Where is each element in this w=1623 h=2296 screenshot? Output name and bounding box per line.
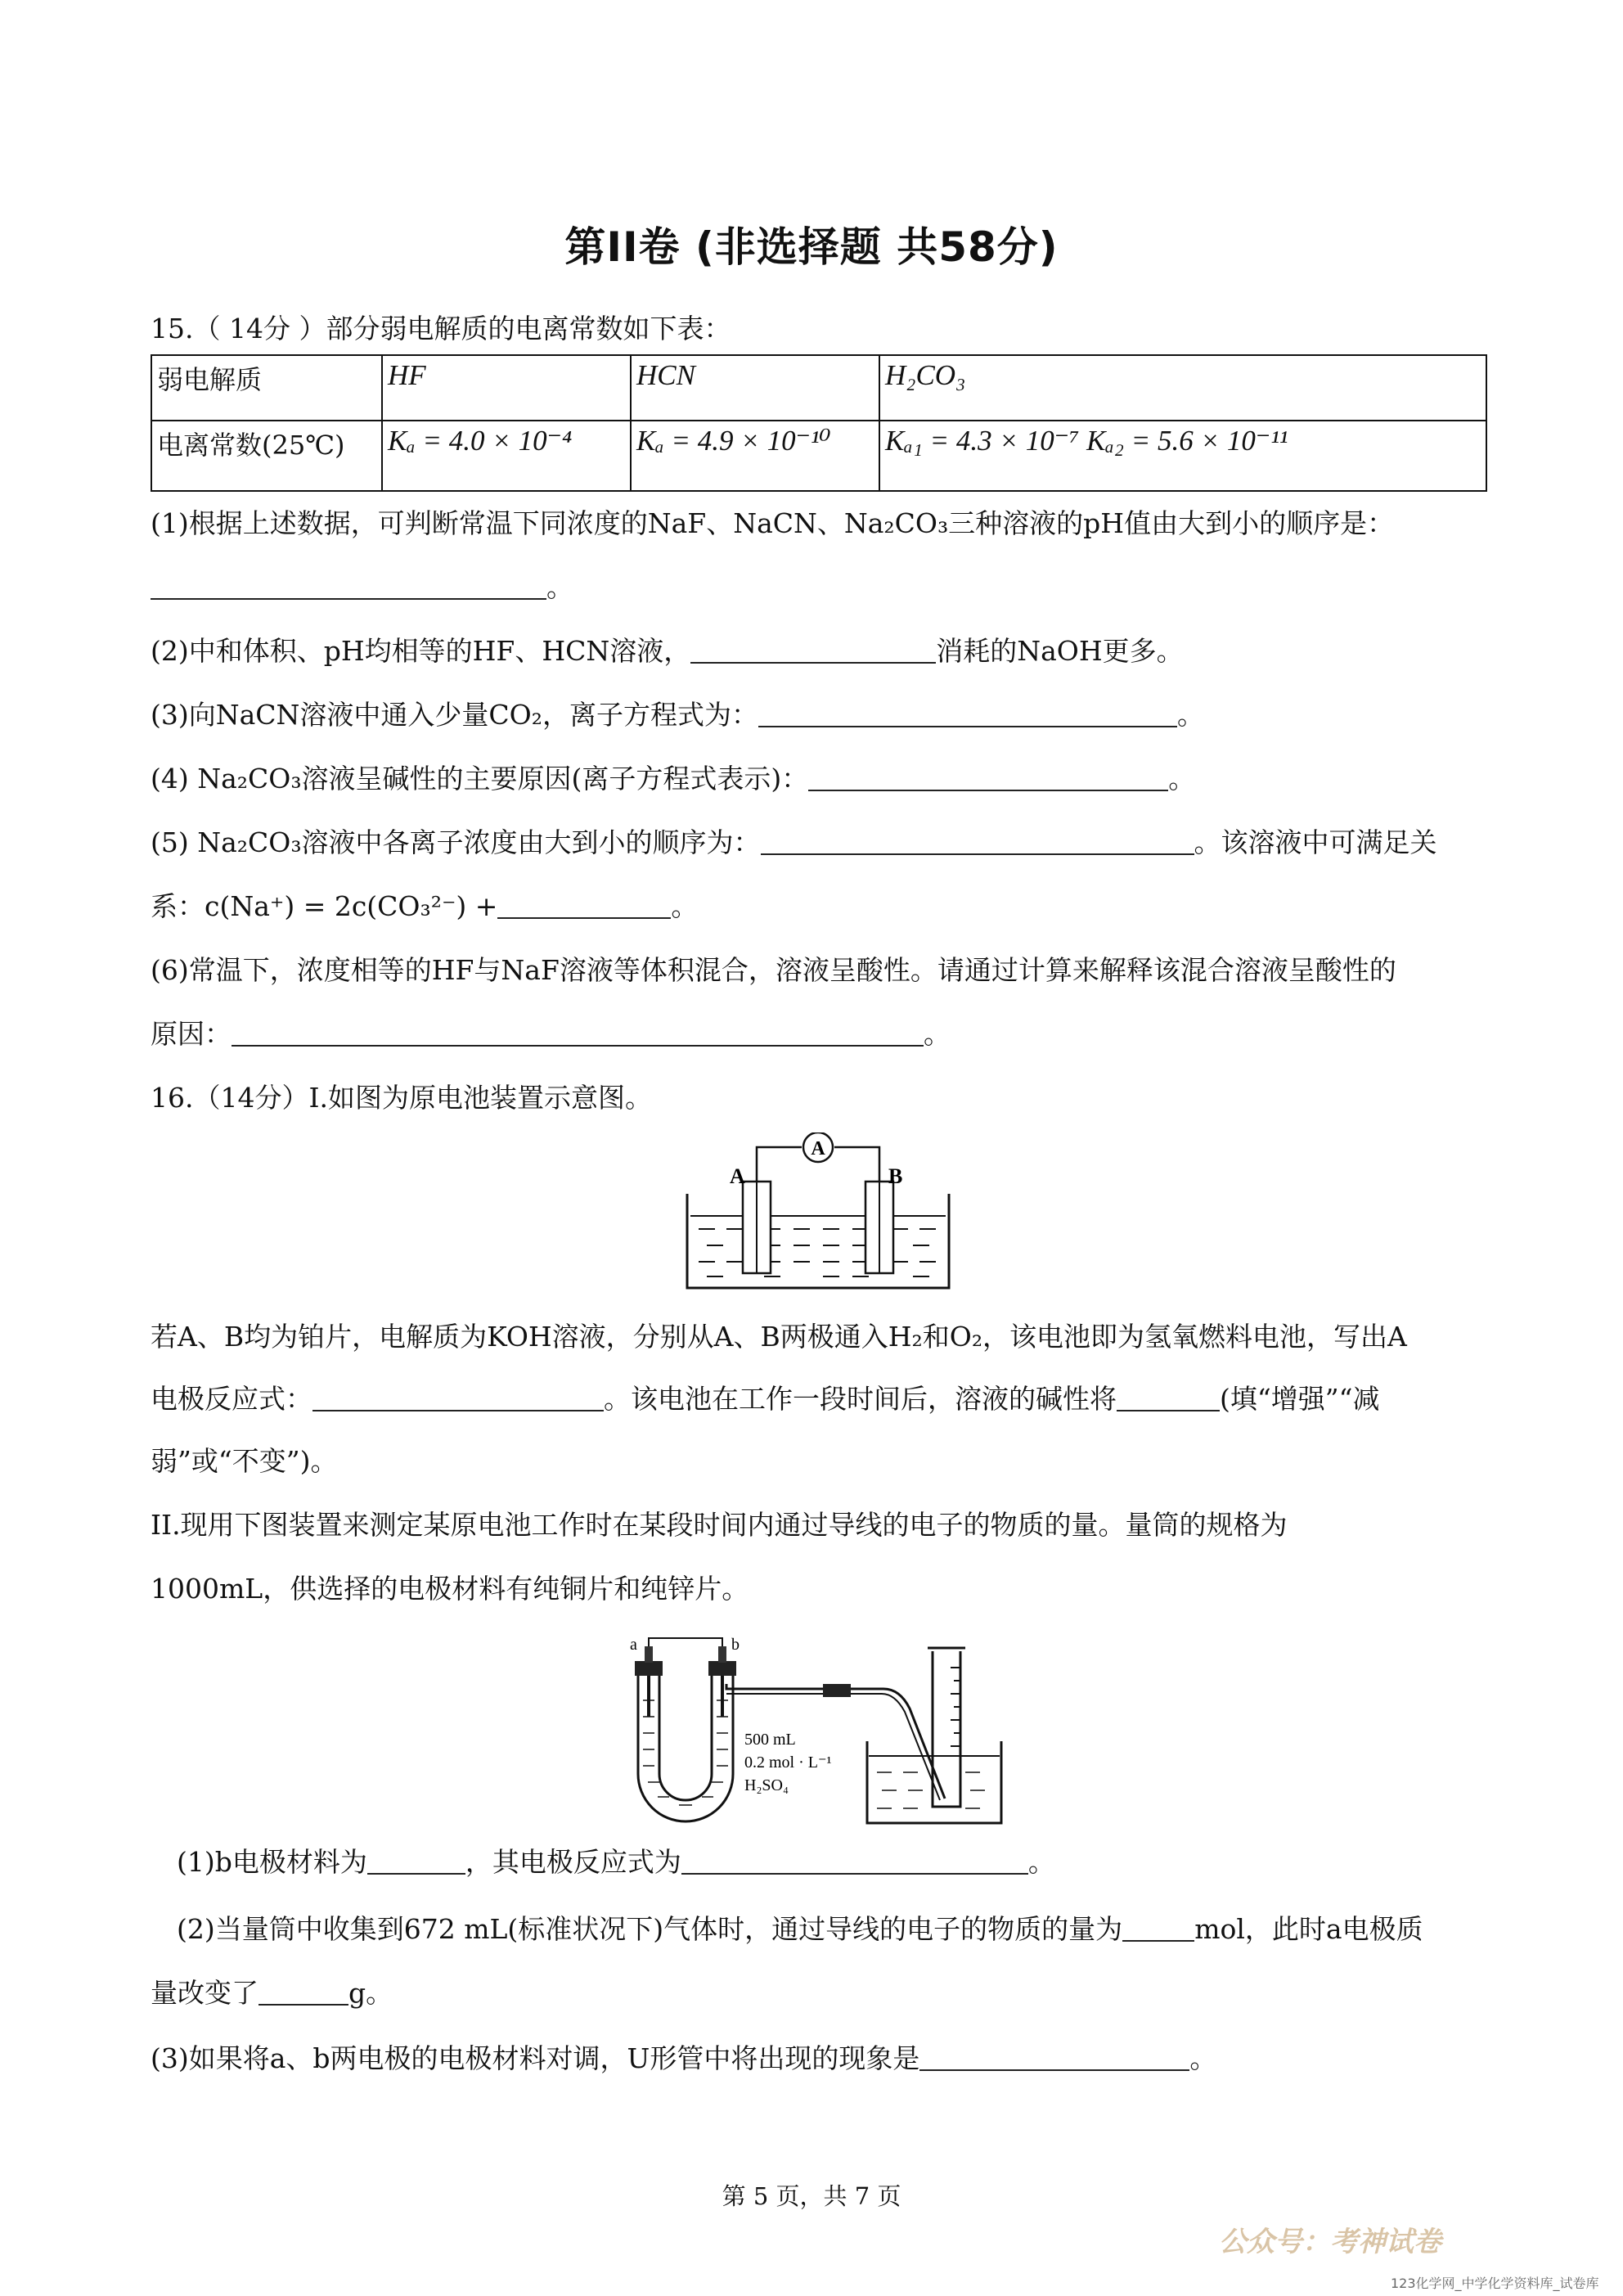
table-cell: HCN: [631, 355, 879, 421]
q15-p2: (2)中和体积、pH均相等的HF、HCN溶液， 消耗的NaOH更多。: [151, 635, 1184, 667]
answer-blank[interactable]: [259, 1979, 348, 2006]
answer-blank[interactable]: [367, 1848, 465, 1875]
watermark-site: 123化学网_中学化学资料库_试卷库: [1391, 2276, 1599, 2291]
answer-blank[interactable]: [497, 893, 671, 919]
answer-blank[interactable]: [1122, 1916, 1194, 1942]
electrode-a-label: a: [630, 1636, 637, 1654]
u-tube-apparatus-figure: [622, 1635, 1006, 1828]
solution-volume-label: 500 mL: [744, 1731, 796, 1749]
q15-p5-cont: 系：c(Na⁺) = 2c(CO₃²⁻) + 。: [151, 890, 699, 922]
q15-intro: 15.（ 14分 ）部分弱电解质的电离常数如下表：: [151, 313, 731, 344]
ionization-table: [151, 354, 1487, 492]
answer-blank[interactable]: [681, 1848, 1028, 1875]
q16-I-text-cont: 电极反应式： 。该电池在工作一段时间后，溶液的碱性将 (填“增强”“减: [151, 1383, 1380, 1415]
q16-II-s2: (2)当量筒中收集到672 mL(标准状况下)气体时，通过导线的电子的物质的量为 mol，此时a电极质: [177, 1913, 1423, 1945]
q16-II-s3: (3)如果将a、b两电极的电极材料对调，U形管中将出现的现象是 。: [151, 2042, 1217, 2074]
q16-II-s2-cont: 量改变了 g。: [151, 1977, 393, 2009]
table-cell: HF: [382, 355, 631, 421]
solution-name-label: H₂SO₄: [744, 1776, 789, 1794]
table-cell: 弱电解质: [151, 355, 382, 421]
electrode-a-label: A: [730, 1164, 745, 1188]
section-title: 第II卷 (非选择题 共58分): [564, 223, 1059, 271]
answer-blank[interactable]: [1117, 1385, 1220, 1411]
answer-blank[interactable]: [312, 1385, 604, 1411]
q16-I-text-end: 弱”或“不变”)。: [151, 1445, 338, 1477]
q15-p1: (1)根据上述数据，可判断常温下同浓度的NaF、NaCN、Na₂CO₃三种溶液的pH值由大到小的顺序是：: [151, 507, 1395, 539]
answer-blank[interactable]: [758, 701, 1177, 727]
electrode-b-label: b: [731, 1636, 740, 1654]
table-cell: 电离常数(25℃): [151, 421, 382, 491]
q15-p6-cont: 原因： 。: [151, 1018, 951, 1050]
answer-blank[interactable]: [808, 765, 1168, 791]
page-footer: 第 5 页，共 7 页: [722, 2182, 901, 2210]
q15-p5: (5) Na₂CO₃溶液中各离子浓度由大到小的顺序为： 。该溶液中可满足关: [151, 826, 1437, 858]
solution-conc-label: 0.2 mol · L⁻¹: [744, 1754, 832, 1772]
q16-II-text-cont: 1000mL，供选择的电极材料有纯铜片和纯锌片。: [151, 1573, 749, 1605]
answer-blank[interactable]: [232, 1020, 924, 1047]
q16-II-s1: (1)b电极材料为 ，其电极反应式为 。: [177, 1846, 1055, 1878]
q16-I-text: 若A、B均为铂片，电解质为KOH溶液，分别从A、B两极通入H₂和O₂，该电池即为氢氧燃料电池，写出A: [151, 1321, 1407, 1353]
answer-blank[interactable]: [761, 829, 1194, 855]
table-cell: Kₐ = 4.9 × 10⁻¹⁰: [631, 421, 879, 491]
table-cell: Kₐ₁ = 4.3 × 10⁻⁷ Kₐ₂ = 5.6 × 10⁻¹¹: [879, 421, 1486, 491]
q15-p6: (6)常温下，浓度相等的HF与NaF溶液等体积混合，溶液呈酸性。请通过计算来解释该混合溶液呈酸性的: [151, 954, 1396, 986]
answer-blank[interactable]: [690, 637, 936, 664]
ammeter-label: A: [811, 1138, 825, 1159]
electrode-b-label: B: [888, 1164, 903, 1188]
q16-intro: 16.（14分）I.如图为原电池装置示意图。: [151, 1082, 652, 1114]
answer-blank[interactable]: [919, 2045, 1189, 2071]
q15-p1-answer: 。: [151, 569, 573, 606]
q16-II-text: II.现用下图装置来测定某原电池工作时在某段时间内通过导线的电子的物质的量。量筒的规格为: [151, 1509, 1288, 1541]
q15-p3: (3)向NaCN溶液中通入少量CO₂，离子方程式为： 。: [151, 699, 1204, 731]
watermark: 公众号：考神试卷: [1219, 2226, 1441, 2258]
table-cell: H₂CO₃: [879, 355, 1486, 421]
q15-p4: (4) Na₂CO₃溶液呈碱性的主要原因(离子方程式表示)： 。: [151, 763, 1196, 795]
galvanic-cell-figure: [679, 1132, 957, 1296]
table-cell: Kₐ = 4.0 × 10⁻⁴: [382, 421, 631, 491]
answer-blank[interactable]: [151, 574, 546, 600]
